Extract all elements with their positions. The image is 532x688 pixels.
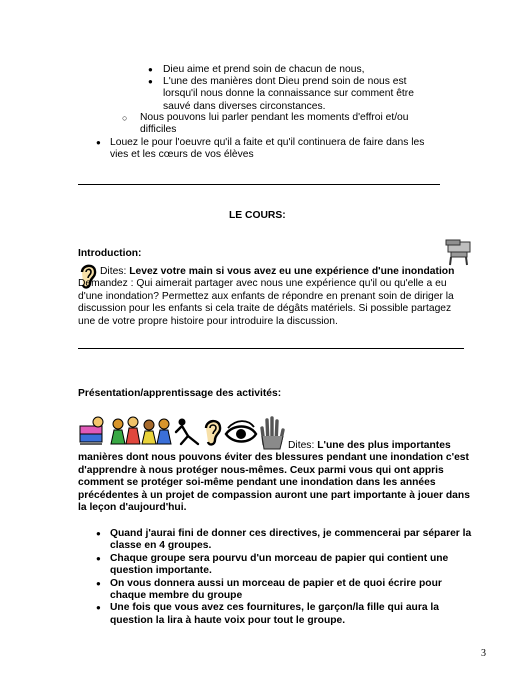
sub-bullet-text: L'une des manières dont Dieu prend soin de nous est lorsqu'il nous donne la connaissance sur comment être sauvé dans diverses circonstances. [163,76,414,112]
divider-line [78,348,464,349]
introduction-paragraph [78,266,464,328]
dites-label: Dites: [100,266,127,277]
divider-line [78,184,440,185]
page-number: 3 [481,648,486,659]
list-item-text: On vous donnera aussi un morceau de papier et de quoi écrire pour chaque membre du groupe [110,577,442,602]
list-item-text: Chaque groupe sera pourvu d'un morceau de papier qui contient une question importante. [110,552,449,577]
lesson-title: LE COURS: [229,210,286,221]
bullet-dot: ● [148,65,153,74]
bullet-dot: ● [96,138,101,147]
main-bullet-item [96,137,436,162]
list-item: ● On vous donnera aussi un morceau de papier et de quoi écrire pour chaque membre du groupe [96,578,480,603]
activities-paragraph [78,440,476,514]
circle-bullet-item [122,112,422,137]
list-item: ● Chaque groupe sera pourvu d'un morceau de papier qui contient une question importante. [96,553,480,578]
list-item-text: Quand j'aurai fini de donner ces directives, je commencerai par séparer la classe en 4 groupes. [110,528,472,552]
introduction-heading: Introduction: [78,248,142,259]
circle-bullet-text: Nous pouvons lui parler pendant les moments d'effroi et/ou difficiles [140,112,409,136]
list-item-text: Une fois que vous avez ces fournitures, le garçon/la fille qui aura la question la lira à haute voix pour tout le groupe. [110,602,440,626]
sub-bullet-item [148,76,438,113]
school-desk-icon [444,238,474,266]
main-bullet-text: Louez le pour l'oeuvre qu'il a faite et qu'il continuera de faire dans les vies et les cœurs de vos élèves [110,137,425,161]
dites-label: Dites: [288,440,315,451]
activity-bullet-list [96,528,480,627]
bullet-circle: ○ [122,113,128,123]
eye-icon [226,421,256,441]
introduction-body: Demandez : Qui aimerait partager avec nous une expérience qu'il ou qu'elle a eu d'une inondation? Permettez aux enfants de répondre en prenant soin de diriger la discussion pour les enfants si cela traite de dégâts matériels. Si possible partagez une de votre propre histoire pour introduire la discussion. [78,278,454,327]
list-item: ● Quand j'aurai fini de donner ces directives, je commencerai par séparer la classe en 4 groupes. [96,528,480,553]
introduction-question: Levez votre main si vous avez eu une expérience d'une inondation [129,266,455,277]
activities-statement: L'une des plus importantes manières dont nous pouvons éviter des blessures pendant une inondation c'est d'apprendre à nous protéger nous-mêmes. Ceux parmi vous qui ont appris comment se protéger soi-même pendant une inondation dans les années précédentes à un projet de compassion auront une part importante à jouer dans la leçon d'aujourd'hui. [78,440,470,514]
list-item: ● Une fois que vous avez ces fournitures, le garçon/la fille qui aura la question la lira à haute voix pour tout le groupe. [96,602,480,627]
sub-bullet-text: Dieu aime et prend soin de chacun de nous, [163,64,365,75]
sub-bullet-item [148,64,438,76]
bullet-dot: ● [148,77,153,86]
activities-heading: Présentation/apprentissage des activités: [78,388,282,399]
